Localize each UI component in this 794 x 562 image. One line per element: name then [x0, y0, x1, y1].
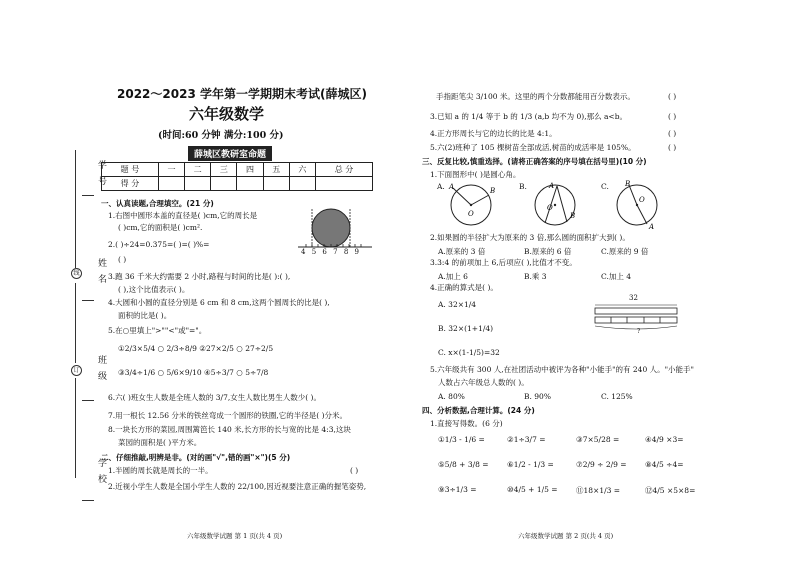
svg-text:O: O: [547, 204, 553, 212]
tick-label: 9: [354, 248, 359, 256]
question: 1.下面图形中( )是圆心角。: [430, 170, 521, 179]
calc-item: ②1÷3/7 =: [507, 435, 546, 444]
tick-label: 6: [322, 248, 327, 256]
option[interactable]: C. x×(1-1/5)=32: [438, 348, 500, 357]
option-label[interactable]: B.: [519, 182, 527, 191]
calc-item: ⑫4/5 ×5×8=: [645, 486, 696, 495]
question: 2.( )÷24=0.375=( )=( )%=: [108, 240, 210, 249]
question: 7.用一根长 12.56 分米的铁丝弯成一个圆形的铁圈,它的半径是( )分米。: [108, 411, 348, 420]
score-cell[interactable]: [289, 177, 315, 191]
answer-paren[interactable]: ( ): [350, 466, 359, 475]
question: 5.六年级共有 300 人,在社团活动中被评为各种"小能手"的有 240 人。"小能手": [430, 365, 695, 374]
calc-item: ⑥1/2 - 1/3 =: [507, 460, 554, 469]
calc-item: ④4/9 ×3=: [645, 435, 684, 444]
question: 菜园的面积是( )平方米。: [118, 438, 202, 447]
calc-item: ⑦2/9 ÷ 2/9 =: [576, 460, 627, 469]
tick-label: 7: [333, 248, 338, 256]
calc-item: ⑤5/8 + 3/8 =: [438, 460, 489, 469]
svg-text:A: A: [449, 183, 455, 191]
question: 2.如果圆的半径扩大为原来的 3 倍,那么圆的面积扩大到( )。: [430, 233, 630, 242]
circle-option-b: [527, 180, 589, 230]
option[interactable]: B.原来的 6 倍: [524, 247, 572, 256]
svg-text:B: B: [570, 212, 576, 220]
option-label[interactable]: A.: [437, 182, 445, 191]
bar-top-label: 32: [629, 294, 638, 302]
class-label: 班 级: [96, 355, 106, 382]
question: 3.3:4 的前项加上 6,后项应( ),比值才不变。: [430, 258, 577, 267]
svg-text:A: A: [649, 223, 655, 231]
answer-paren[interactable]: ( ): [668, 92, 677, 101]
score-cell[interactable]: [316, 177, 373, 191]
option[interactable]: B. 32×(1+1/4): [438, 324, 494, 333]
score-cell[interactable]: [211, 177, 237, 191]
svg-text:O: O: [639, 196, 645, 204]
question: 4.正确的算式是( )。: [430, 283, 498, 292]
answer-paren[interactable]: ( ): [668, 143, 677, 152]
tick-label: 8: [343, 248, 349, 256]
score-header-cell: 四: [237, 163, 263, 177]
calc-item: ③7×5/28 =: [576, 435, 620, 444]
option[interactable]: A. 80%: [438, 392, 465, 401]
line-marker: 线: [71, 268, 82, 279]
question: 6.六( )班女生人数是全班人数的 3/7,女生人数比男生人数少( )。: [108, 393, 321, 402]
fill-line: [82, 195, 94, 196]
option[interactable]: C.加上 4: [601, 272, 632, 281]
cut-line: [75, 150, 76, 268]
time-info: (时间:60 分钟 满分:100 分): [158, 130, 284, 141]
author-banner: 薛城区教研室命题: [188, 146, 272, 161]
score-table: [101, 162, 373, 191]
circle-option-c: [609, 180, 671, 232]
line-marker: 订: [71, 365, 82, 376]
section4-title: 四、分析数据,合理计算。(24 分): [422, 406, 535, 415]
fill-line: [82, 400, 94, 401]
binding-strip: [0, 0, 106, 562]
calc-item: ⑪18×1/3 =: [576, 486, 621, 495]
calc-item: ⑧4/5 ÷4=: [645, 460, 684, 469]
section3-title: 三、反复比较,慎重选择。(请将正确答案的序号填在括号里)(10 分): [422, 157, 647, 166]
tick-label: 4: [301, 248, 306, 256]
option[interactable]: B. 90%: [524, 392, 551, 401]
score-cell[interactable]: [185, 177, 211, 191]
score-header-cell: 五: [263, 163, 289, 177]
calc-item: ①1/3 - 1/6 =: [438, 435, 485, 444]
score-header-cell: 三: [211, 163, 237, 177]
score-header-cell: 一: [158, 163, 184, 177]
answer-paren[interactable]: ( ): [668, 129, 677, 138]
section1-title: 一、认真读题,合理填空。(21 分): [101, 199, 214, 208]
question: ③3/4÷1/6 ○ 5/6×9/10 ④5÷3/7 ○ 5÷7/8: [118, 368, 269, 377]
option[interactable]: A. 32×1/4: [438, 300, 477, 309]
bar-bottom-label: ?: [637, 328, 641, 335]
exam-title: 2022～2023 学年第一学期期末考试(薛城区): [117, 87, 367, 101]
calc-item: ⑩4/5 + 1/5 =: [507, 485, 558, 494]
score-label-cell: 得 分: [102, 177, 159, 191]
student-name-label: 姓 名: [96, 258, 106, 285]
score-cell[interactable]: [263, 177, 289, 191]
ruler-ticks: [301, 248, 359, 256]
answer-paren[interactable]: ( ): [668, 112, 677, 121]
question: 3.跑 36 千米大约需要 2 小时,路程与时间的比是( ):( ),: [108, 272, 291, 281]
score-header-cell: 二: [185, 163, 211, 177]
svg-text:O: O: [468, 210, 474, 218]
question: 5.在○里填上">""<"或"="。: [108, 326, 207, 335]
calc-item: ⑨3÷1/3 =: [438, 485, 477, 494]
section2-title: 二、仔细推敲,明辨是非。(对的画"√",错的画"×")(5 分): [101, 453, 291, 462]
option[interactable]: A.原来的 3 倍: [438, 247, 486, 256]
option[interactable]: C. 125%: [601, 392, 633, 401]
fill-line: [82, 300, 94, 301]
cut-line: [75, 378, 76, 478]
tick-label: 5: [311, 248, 317, 256]
question: 4.大圆和小圆的直径分别是 6 cm 和 8 cm,这两个圆周长的比是( ),: [108, 298, 330, 307]
question: 8.一块长方形的菜园,周围篱笆长 140 米,长方形的长与宽的比是 4:3,这块: [108, 425, 351, 434]
option[interactable]: B.乘 3: [524, 272, 547, 281]
svg-text:B: B: [625, 180, 631, 188]
question: ( )cm,它的面积是( )cm².: [118, 223, 203, 232]
question: 人数占六年级总人数的( )。: [438, 378, 529, 387]
question: ①2/3×5/4 ○ 2/3÷8/9 ②27×2/5 ○ 27÷2/5: [118, 344, 274, 353]
option-label[interactable]: C.: [601, 182, 609, 191]
score-header-cell: 六: [289, 163, 315, 177]
fill-line: [82, 500, 94, 501]
question: 2.近视小学生人数是全国小学生人数的 22/100,因近视要注意正确的握笔姿势,: [108, 482, 367, 491]
school-label: 学 校: [96, 458, 106, 485]
subquestion: 1.直接写得数。(6 分): [430, 419, 503, 428]
question: 面积的比是( )。: [118, 311, 172, 320]
option[interactable]: C.原来的 9 倍: [601, 247, 649, 256]
score-header-cell: 总 分: [316, 163, 373, 177]
score-header-cell: 题 号: [102, 163, 159, 177]
cut-line: [75, 283, 76, 363]
question: 手指距笔尖 3/100 米。这里的两个分数都能用百分数表示。: [436, 92, 635, 101]
circle-option-a: [445, 180, 507, 230]
option[interactable]: A.加上 6: [438, 272, 468, 281]
question: ( ): [118, 255, 127, 264]
question: ( ),这个比值表示( )。: [118, 285, 190, 294]
student-id-label: 学 号: [96, 160, 106, 187]
page-footer: 六年级数学试题 第 2 页(共 4 页): [518, 532, 614, 540]
page-footer: 六年级数学试题 第 1 页(共 4 页): [187, 532, 283, 540]
question: 1.半圆的周长就是周长的一半。: [108, 466, 213, 475]
svg-text:B: B: [490, 187, 496, 195]
svg-text:A: A: [549, 182, 555, 190]
score-cell[interactable]: [237, 177, 263, 191]
question: 4.正方形周长与它的边长的比是 4:1。: [430, 129, 557, 138]
question: 5.六(2)班种了 105 棵树苗全部成活,树苗的成活率是 105%。: [430, 143, 636, 152]
subject-title: 六年级数学: [189, 105, 265, 123]
question: 1.右图中圆形本盖的直径是( )cm,它的周长是: [108, 211, 258, 220]
score-cell[interactable]: [158, 177, 184, 191]
question: 3.已知 a 的 1/4 等于 b 的 1/3 (a,b 均不为 0),那么 a<b。: [430, 112, 628, 121]
